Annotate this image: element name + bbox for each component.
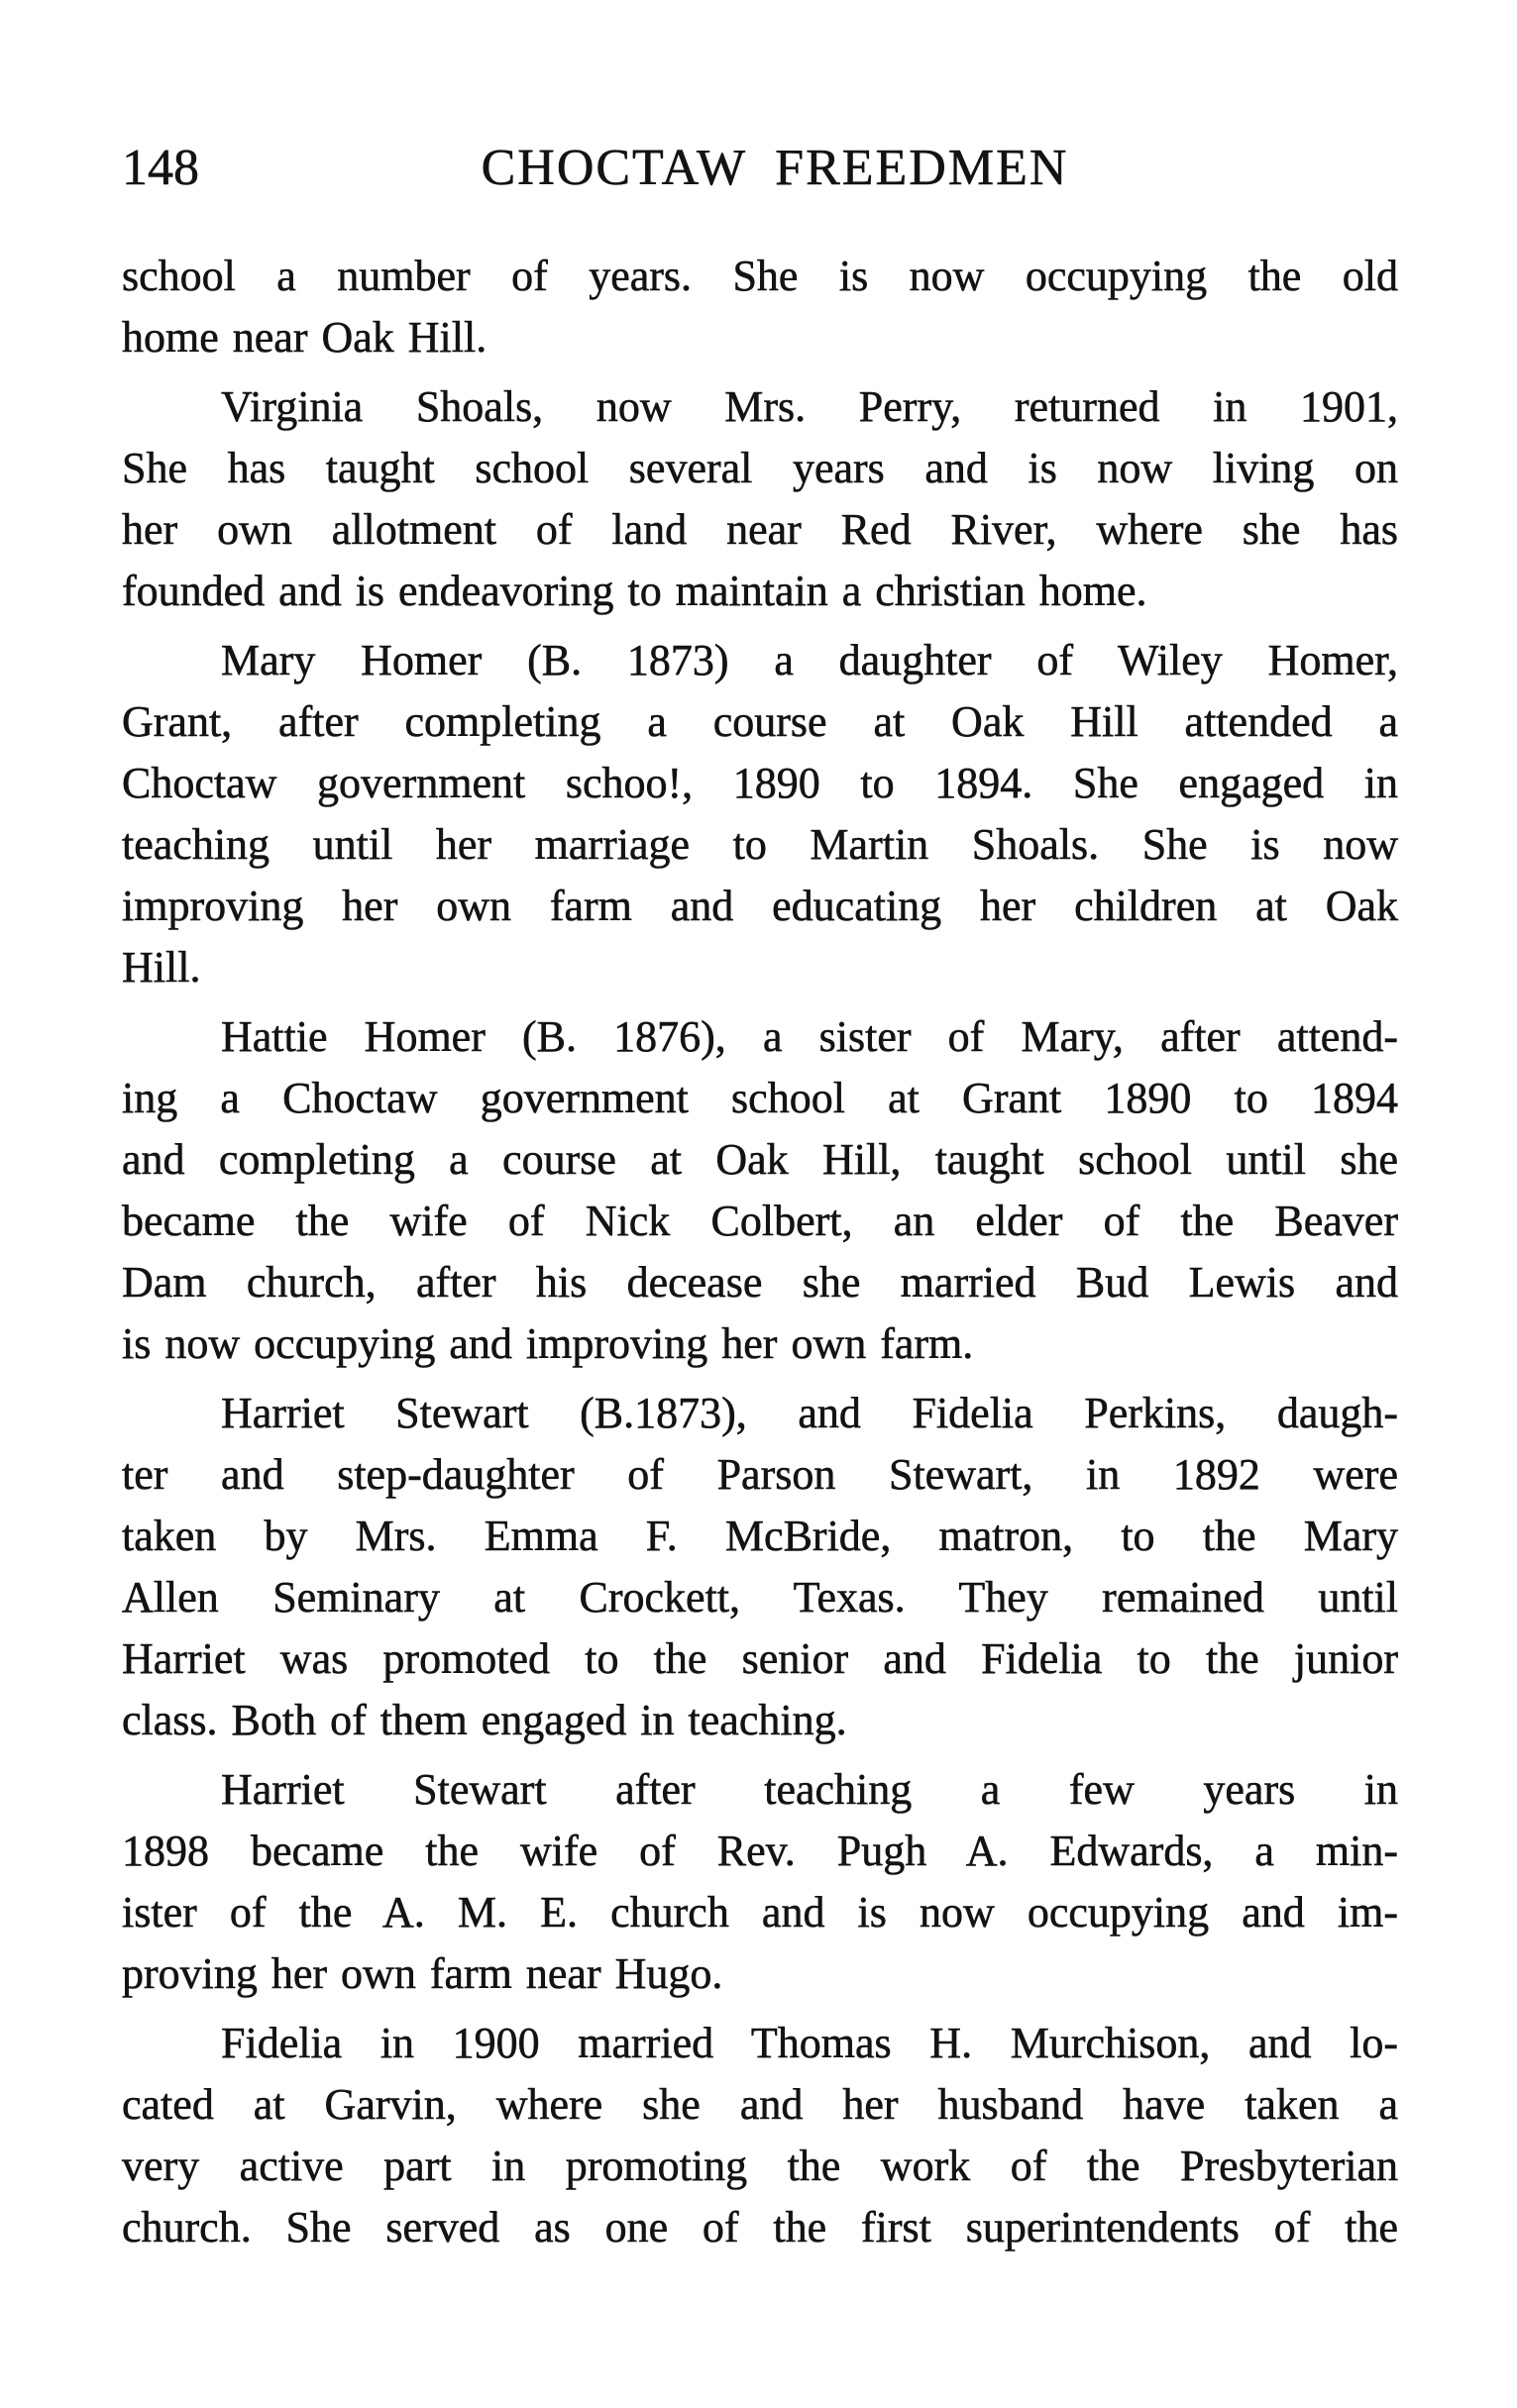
text-line: her own allotment of land near Red River, where she has (122, 505, 1398, 554)
text-line: school a number of years. She is now occupying the old (122, 252, 1398, 300)
text-line: She has taught school several years and is now living on (122, 444, 1398, 492)
page-number: 148 (122, 140, 199, 196)
text-line: class. Both of them engaged in teaching. (122, 1696, 847, 1744)
text-line: ister of the A. M. E. church and is now occupying and im- (122, 1888, 1398, 1937)
text-line: ter and step-daughter of Parson Stewart, in 1892 were (122, 1450, 1398, 1499)
text-line: teaching until her marriage to Martin Shoals. She is now (122, 820, 1398, 869)
text-line: proving her own farm near Hugo. (122, 1949, 723, 1998)
text-line: cated at Garvin, where she and her husband have taken a (122, 2080, 1398, 2129)
page-title: CHOCTAW FREEDMEN (481, 140, 1069, 196)
page-header (122, 141, 1398, 196)
paragraph (122, 1383, 1398, 1751)
document-body (122, 246, 1398, 2258)
text-line: Mary Homer (B. 1873) a daughter of Wiley Homer, (221, 636, 1398, 684)
text-line: and completing a course at Oak Hill, taught school until she (122, 1135, 1398, 1184)
text-line: taken by Mrs. Emma F. McBride, matron, to the Mary (122, 1512, 1398, 1560)
text-line: Grant, after completing a course at Oak Hill attended a (122, 697, 1398, 746)
text-line: Harriet was promoted to the senior and Fidelia to the junior (122, 1634, 1398, 1683)
text-line: church. She served as one of the first superintendents of the (122, 2203, 1398, 2251)
text-line: Virginia Shoals, now Mrs. Perry, returned in 1901, (221, 382, 1398, 431)
text-line: Harriet Stewart after teaching a few years in (221, 1765, 1398, 1814)
text-line: became the wife of Nick Colbert, an elder of the Beaver (122, 1197, 1398, 1245)
paragraph (122, 246, 1398, 368)
text-line: Allen Seminary at Crockett, Texas. They remained until (122, 1573, 1398, 1622)
text-line: home near Oak Hill. (122, 313, 488, 362)
paragraph (122, 1759, 1398, 2005)
text-line: Harriet Stewart (B.1873), and Fidelia Perkins, daugh- (221, 1389, 1398, 1437)
paragraph (122, 1006, 1398, 1375)
text-line: Dam church, after his decease she married Bud Lewis and (122, 1258, 1398, 1307)
text-line: very active part in promoting the work of the Presbyterian (122, 2142, 1398, 2190)
paragraph (122, 2013, 1398, 2258)
paragraph (122, 630, 1398, 998)
text-line: is now occupying and improving her own farm. (122, 1319, 974, 1368)
text-line: Fidelia in 1900 married Thomas H. Murchison, and lo- (221, 2019, 1398, 2067)
paragraph (122, 376, 1398, 622)
text-line: improving her own farm and educating her children at Oak (122, 882, 1398, 930)
text-line: Hattie Homer (B. 1876), a sister of Mary, after attend- (221, 1012, 1398, 1061)
text-line: Choctaw government schoo!, 1890 to 1894. She engaged in (122, 759, 1398, 807)
text-line: 1898 became the wife of Rev. Pugh A. Edwards, a min- (122, 1827, 1398, 1875)
text-line: Hill. (122, 943, 201, 992)
text-line: founded and is endeavoring to maintain a christian home. (122, 567, 1147, 615)
text-line: ing a Choctaw government school at Grant 1890 to 1894 (122, 1074, 1398, 1122)
